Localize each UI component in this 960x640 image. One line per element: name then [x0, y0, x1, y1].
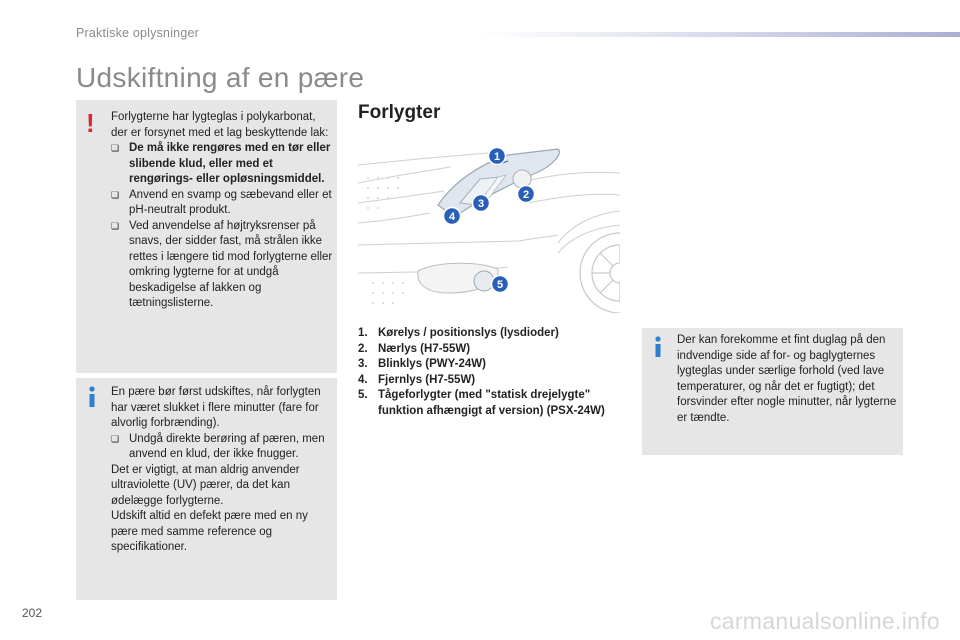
- callout-5: [492, 276, 509, 293]
- svg-text:5: 5: [496, 279, 504, 291]
- info-text-bulb: En pære bør først udskiftes, når forlygten har været slukket i flere minutter (fare for alvorlig forbrænding). ❏ Undgå direkte berøring af pæren, men anvend en klud, der ikke fnugger. Det er vigtigt, at man aldrig anvender ultraviolette (UV) pærer, da det kan ødelægge forlygterne. Udskift altid en defekt pære med en ny pære med samme reference og specifikationer.: [111, 385, 333, 556]
- legend-item: 1. Kørelys / positionslys (lysdioder): [358, 327, 559, 339]
- list-item: ❏ Undgå direkte berøring af pæren, men anvend en klud, der ikke fnugger.: [111, 432, 333, 463]
- callout-4: [444, 208, 461, 225]
- legend-item: 4. Fjernlys (H7-55W): [358, 373, 476, 386]
- info-box-bulb: [76, 378, 337, 600]
- list-item: ❏ Anvend en svamp og sæbevand eller et pH-neutralt produkt.: [111, 188, 333, 219]
- header-bar: [480, 32, 960, 37]
- legend-item: 3. Blinklys (PWY-24W): [358, 358, 486, 370]
- legend-item: 2. Nærlys (H7-55W): [358, 342, 471, 355]
- warning-text: [111, 110, 333, 312]
- headlamp-illustration: [358, 143, 620, 313]
- watermark: carmanualsonline.info: [709, 608, 940, 634]
- checkbox-icon: ❏: [111, 433, 120, 444]
- page-title: Udskiftning af en pære: [76, 62, 365, 93]
- page-number: 202: [22, 606, 43, 620]
- svg-text:2: 2: [522, 189, 530, 201]
- warning-box: [76, 100, 337, 373]
- list-item: ❏ De må ikke rengøres med en tør eller slibende klud, eller med et rengørings- eller opløsningsmiddel.: [111, 141, 333, 188]
- svg-text:4: 4: [448, 211, 456, 223]
- legend-item: 5. Tågeforlygter (med "statisk drejelygte" funktion afhængigt af version) (PSX-24W): [358, 389, 605, 417]
- info-icon: [86, 386, 98, 408]
- info-box-condensation: [642, 328, 903, 455]
- svg-text:3: 3: [477, 198, 485, 210]
- checkbox-icon: ❏: [111, 189, 120, 200]
- svg-text:1: 1: [493, 151, 501, 163]
- checkbox-icon: ❏: [111, 220, 120, 231]
- warning-intro: Forlygterne har lygteglas i polykarbonat, der er forsynet med et lag beskyttende lak:: [111, 111, 329, 139]
- bulb-legend: [358, 326, 638, 419]
- list-item: ❏ Ved anvendelse af højtryksrenser på snavs, der sidder fast, må strålen ikke rettes i længere tid mod forlygterne eller omkring lygterne for at undgå beskadigelse af lakken og tætningslisterne.: [111, 219, 333, 312]
- info-text-condensation: Der kan forekomme et fint duglag på den indvendige side af for- og baglygternes lygteglas under særlige forhold (ved lave temperaturer, og når det er fugtigt); det forsvinder efter nogle minutter, når lygterne er tændte.: [677, 334, 897, 424]
- exclamation-icon: !: [86, 108, 95, 138]
- section-header: Praktiske oplysninger: [76, 26, 200, 40]
- checkbox-icon: ❏: [111, 143, 120, 153]
- info-icon: [652, 336, 664, 358]
- callout-3: [473, 195, 490, 212]
- callout-2: [518, 186, 535, 203]
- headlamp-drawing: [358, 143, 620, 313]
- section-title: Forlygter: [358, 102, 441, 123]
